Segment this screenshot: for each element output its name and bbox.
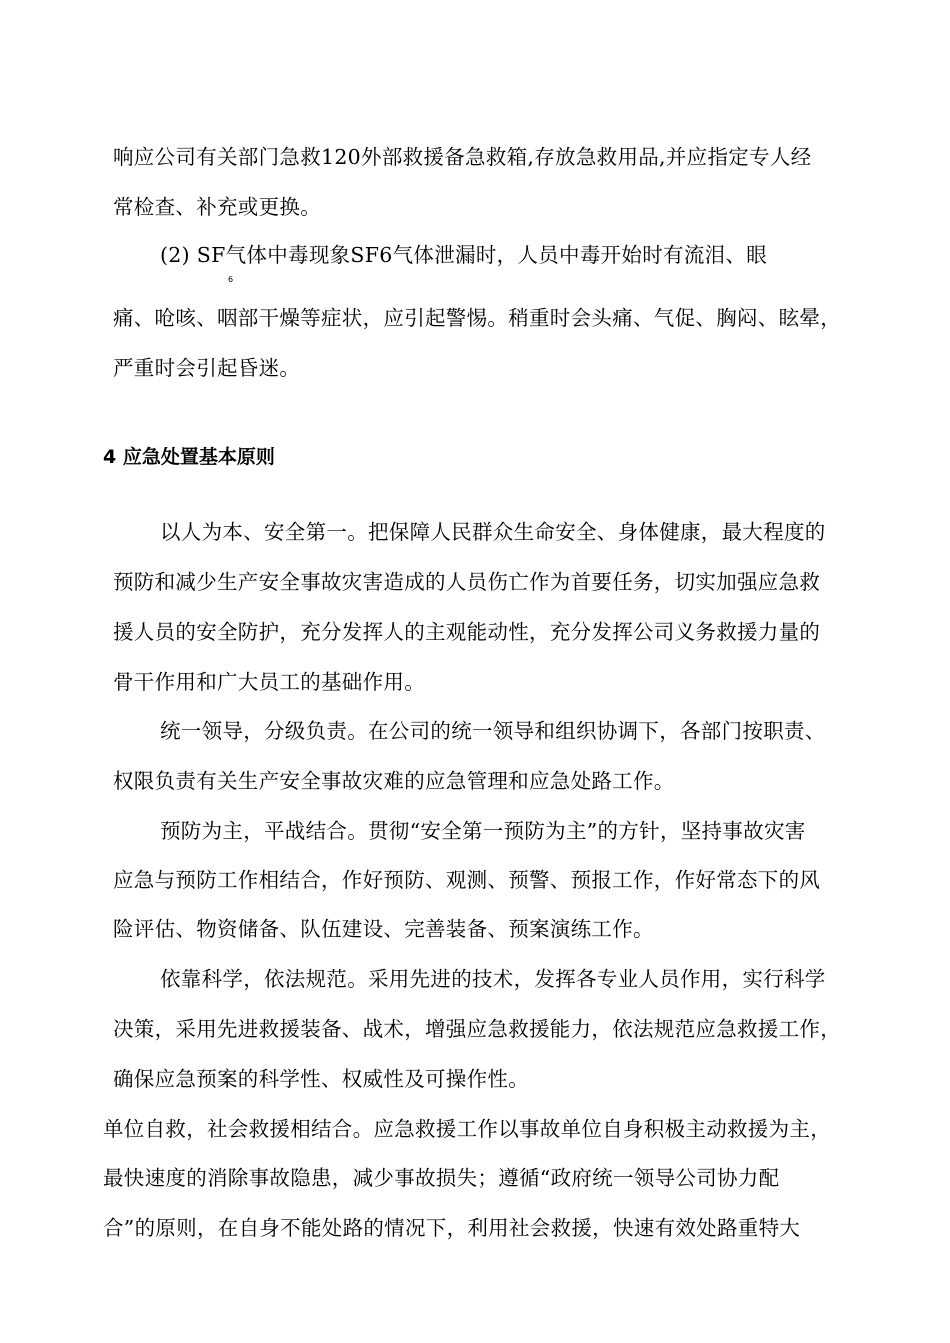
principle1-line-1: 以人为本、安全第一。把保障人民群众生命安全、身体健康，最大程度的 — [160, 520, 826, 544]
para2-line-1: (2) SF气体中毒现象SF6气体泄漏时，人员中毒开始时有流泪、眼 — [160, 243, 768, 267]
principle1-line-3: 援人员的安全防护，充分发挥人的主观能动性，充分发挥公司义务救援力量的 — [113, 620, 821, 644]
para1-line-2: 常检查、补充或更换。 — [113, 195, 321, 219]
principle1-line-2: 预防和减少生产安全事故灾害造成的人员伤亡作为首要任务，切实加强应急救 — [113, 570, 821, 594]
para2-line-2: 痛、呛咳、咽部干燥等症状，应引起警惕。稍重时会头痛、气促、胸闷、眩晕， — [113, 306, 841, 330]
principle1-line-4: 骨干作用和广大员工的基础作用。 — [113, 670, 425, 694]
principle3-line-2: 应急与预防工作相结合，作好预防、观测、预警、预报工作，作好常态下的风 — [113, 868, 821, 892]
principle5-line-1: 单位自救，社会救援相结合。应急救援工作以事故单位自身积极主动救援为主， — [103, 1117, 831, 1141]
principle3-line-3: 险评估、物资储备、队伍建设、完善装备、预案演练工作。 — [113, 917, 654, 941]
principle4-line-1: 依靠科学，依法规范。采用先进的技术，发挥各专业人员作用，实行科学 — [160, 967, 826, 991]
para2-subscript: 6 — [228, 275, 234, 284]
principle4-line-2: 决策，采用先进救援装备、战术，增强应急救援能力，依法规范应急救援工作， — [113, 1017, 841, 1041]
principle2-line-1: 统一领导，分级负责。在公司的统一领导和组织协调下，各部门按职责、 — [160, 719, 826, 743]
principle5-line-2: 最快速度的消除事故隐患，减少事故损失；遵循“政府统一领导公司协力配 — [103, 1166, 780, 1190]
para1-line-1: 响应公司有关部门急救120外部救援备急救箱,存放急救用品,并应指定专人经 — [113, 145, 812, 169]
principle5-line-3: 合”的原则，在自身不能处路的情况下，利用社会救援，快速有效处路重特大 — [103, 1216, 801, 1240]
principle4-line-3: 确保应急预案的科学性、权威性及可操作性。 — [113, 1067, 529, 1091]
para2-line-3: 严重时会引起昏迷。 — [113, 356, 301, 380]
principle2-line-2: 权限负责有关生产安全事故灾难的应急管理和应急处路工作。 — [113, 769, 675, 793]
section-heading: 4 应急处置基本原则 — [103, 446, 275, 468]
principle3-line-1: 预防为主，平战结合。贯彻“安全第一预防为主”的方针，坚持事故灾害 — [160, 819, 806, 843]
